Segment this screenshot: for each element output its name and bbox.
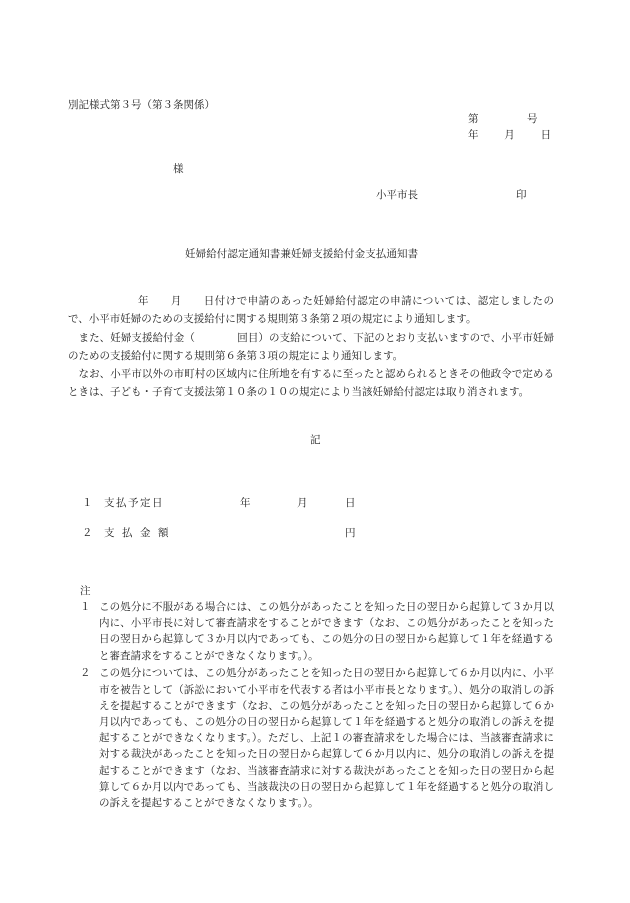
body-paragraph-3: なお、小平市以外の市町村の区域内に住所地を有するに至ったと認められるときその他政令で定めるときは、子ども・子育て支援法第１０条の１０の規定により当該妊婦給付認定は取り消されます。	[68, 368, 554, 399]
note-text: この処分に不服がある場合には、この処分があったことを知った日の翌日から起算して３か月以内に、小平市長に対して審査請求をすることができます（なお、この処分があったことを知った日の翌日から起算して３か月以内であっても、この処分の日の翌日から起算して１年を経過すると審査請求をすることができなくなります。）。	[99, 601, 554, 662]
note-text: この処分については、この処分があったことを知った日の翌日から起算して６か月以内に、小平市を被告として（訴訟において小平市を代表する者は小平市長となります。）、処分の取消しの訴えを提起することができます（なお、この処分があったことを知った日の翌日から起算して６か月以内であっても、この処分の日の翌日から起算して１年を経過すると処分の取消しの訴えを提起することができなくなります。）。ただし、上記１の審査請求をした場合には、当該審査請求に対する裁決があったことを知った日の翌日から起算して６か月以内に、処分の取消しの訴えを提起することができます（なお、当該審査請求に対する裁決があったことを知った日の翌日から起算して６か月以内であっても、当該裁決の日の翌日から起算して１年を経過すると処分の取消しの訴えを提起することができなくなります。）。	[99, 667, 554, 809]
note-item	[80, 665, 554, 811]
notice-body	[68, 292, 554, 402]
body-paragraph-1: 年 月 日付けで申請のあった妊婦給付認定の申請については、認定しましたので、小平市妊婦のための支援給付に関する規則第３条第２項の規定により通知します。	[68, 295, 554, 326]
ki-heading: 記	[310, 434, 321, 446]
item-number: ２	[82, 527, 93, 539]
notes-heading: 注	[80, 585, 91, 597]
month-label: 月	[297, 497, 308, 509]
recipient-honorific: 様	[173, 163, 184, 175]
note-item	[80, 599, 554, 664]
note-number: ２	[80, 667, 91, 680]
day-label: 日	[345, 497, 356, 509]
yen-unit: 円	[345, 527, 356, 539]
issuer-name: 小平市長	[376, 189, 418, 201]
body-paragraph-2: また、妊婦支援給付金（ 回目）の支給について、下記のとおり支払いますので、小平市妊婦のための支援給付に関する規則第６条第３項の規定により通知します。	[68, 331, 554, 362]
issue-date: 年 月 日	[468, 129, 553, 141]
item-label: 支払金額	[104, 527, 176, 539]
item-number: １	[82, 497, 93, 509]
seal-mark: 印	[516, 189, 527, 201]
note-number: １	[80, 601, 91, 613]
form-label: 別記様式第３号（第３条関係）	[68, 99, 215, 111]
year-label: 年	[240, 497, 251, 509]
document-title: 妊婦給付認定通知書兼妊婦支援給付金支払通知書	[185, 248, 419, 260]
item-label: 支払予定日	[104, 497, 164, 509]
notes-list	[80, 599, 554, 813]
document-number: 第 号	[468, 113, 539, 125]
